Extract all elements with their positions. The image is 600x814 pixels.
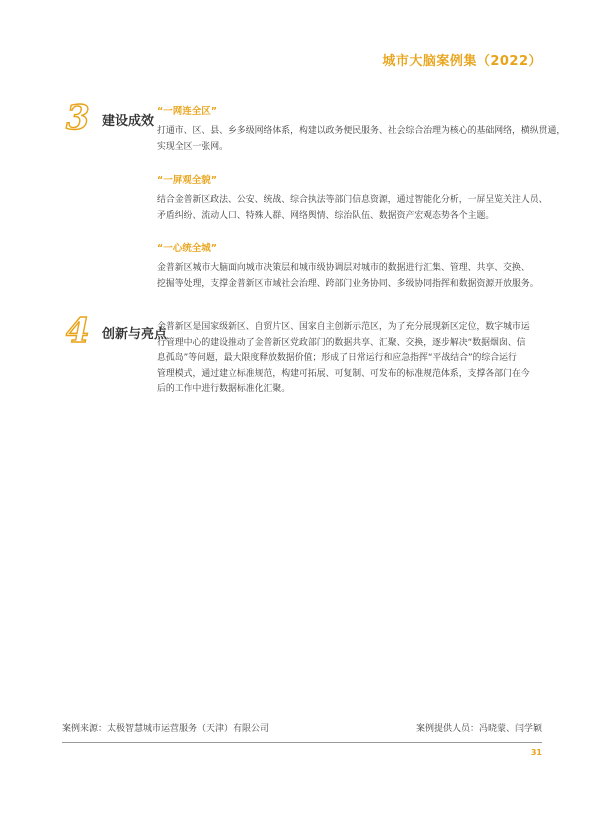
achievement-subtitle-2: “一屏观全貌”	[157, 175, 217, 186]
achievement-block-3	[157, 243, 545, 292]
innovation-line: 管理模式，通过建立标准规范，构建可拓展、可复制、可发布的标准规范体系，支撑各部门在今	[157, 368, 530, 379]
achievement-line: 金普新区城市大脑面向城市决策层和城市级协调层对城市的数据进行汇集、管理、共享、交换、	[157, 263, 530, 273]
case-source: 案例来源：太极智慧城市运营服务（天津）有限公司	[62, 724, 270, 734]
achievement-line: 结合金普新区政法、公安、统战、综合执法等部门信息资源，通过智能化分析，一屏呈览关注人员、	[157, 195, 548, 205]
achievement-block-2	[157, 175, 548, 224]
footer-divider	[62, 742, 542, 743]
section-number-3-icon	[62, 98, 98, 134]
section-number-4: 4	[66, 311, 90, 347]
section-3-label: 建设成效	[102, 113, 155, 129]
page-number: 31	[530, 748, 542, 757]
page-header-title: 城市大脑案例集（2022）	[382, 54, 542, 69]
achievement-subtitle-1: “一网连全区”	[157, 106, 217, 117]
section-3-content	[157, 106, 566, 292]
achievement-subtitle-3: “一心统全城”	[157, 243, 217, 254]
section-number-4-icon	[62, 311, 98, 347]
section-4-label: 创新与亮点	[102, 326, 168, 342]
innovation-line: 后的工作中进行数据标准化汇聚。	[157, 384, 291, 394]
section-3-heading	[62, 96, 154, 136]
achievement-block-1	[157, 106, 566, 155]
section-4-content	[157, 320, 545, 398]
innovation-line: 行管理中心的建设推动了金普新区党政部门的数据共享、汇聚、交换，逐步解决“数据烟囱、信	[157, 337, 526, 348]
achievement-line: 挖掘等处理，支撑金普新区市域社会治理、跨部门业务协同、多级协同指挥和数据资源开放服务。	[157, 278, 539, 289]
innovation-line: 息孤岛”等问题，最大限度释放数据价值；形成了日常运行和应急指挥“平战结合”的综合运行	[157, 353, 517, 363]
section-number-3: 3	[66, 98, 90, 134]
section-4-heading	[62, 309, 167, 349]
case-provider: 案例提供人员：冯晓蒙、闫学颖	[415, 724, 542, 734]
achievement-line: 实现全区一张网。	[157, 141, 228, 152]
achievement-line: 打通市、区、县、乡多级网络体系，构建以政务便民服务、社会综合治理为核心的基础网络，横纵贯通，	[157, 126, 566, 136]
achievement-line: 矛盾纠纷、流动人口、特殊人群、网络舆情、综治队伍、数据资产宏观态势各个主题。	[157, 210, 495, 221]
innovation-line: 金普新区是国家级新区、自贸片区、国家自主创新示范区，为了充分展现新区定位，数字城市运	[157, 322, 530, 332]
